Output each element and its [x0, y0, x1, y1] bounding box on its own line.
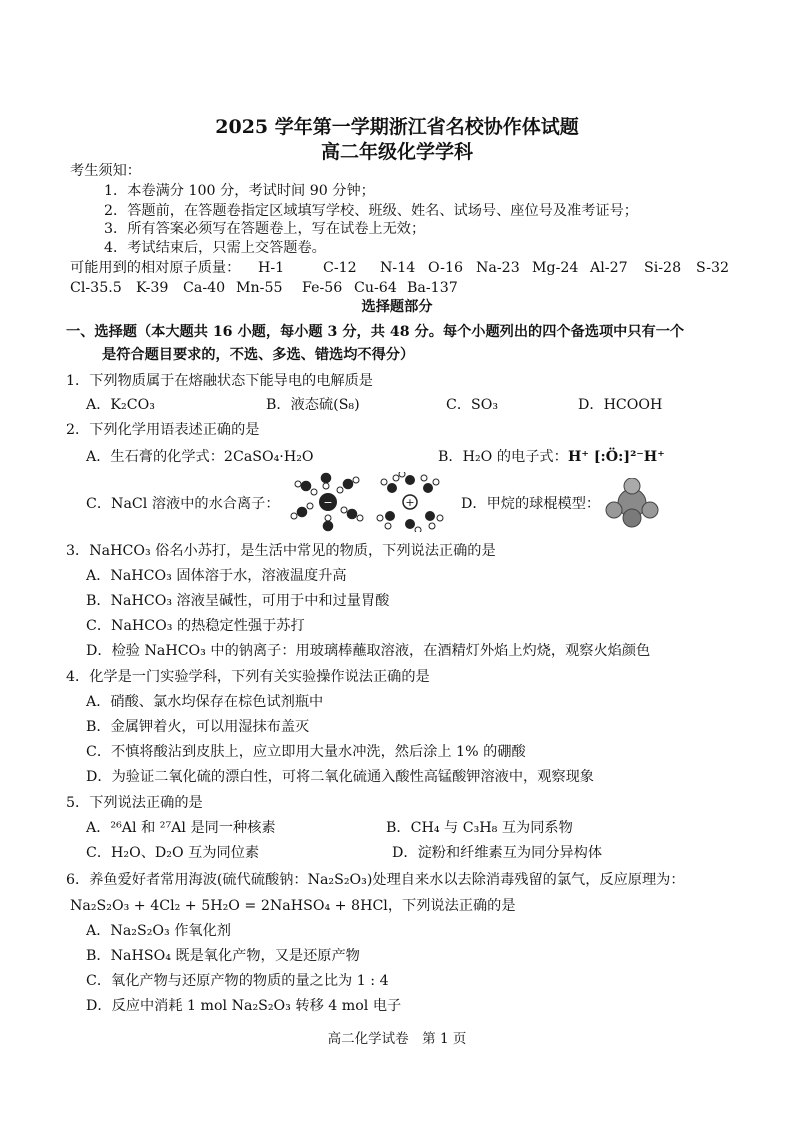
atomic-mass: Mg-24 [532, 260, 579, 276]
q3-option-d: D．检验 NaHCO₃ 中的钠离子：用玻璃棒蘸取溶液，在酒精灯外焰上灼烧，观察火焰颜色 [86, 643, 651, 659]
atomic-mass: K-39 [136, 280, 169, 296]
q1-option-d: D．HCOOH [578, 397, 663, 413]
q1-option-a: A．K₂CO₃ [86, 397, 155, 413]
q6-option-b: B．NaHSO₄ 既是氧化产物，又是还原产物 [86, 948, 360, 964]
section-title: 选择题部分 [361, 299, 433, 315]
atomic-mass: Ba-137 [407, 280, 458, 296]
question-2-stem: 2．下列化学用语表述正确的是 [66, 422, 260, 438]
q4-option-a: A．硝酸、氯水均保存在棕色试剂瓶中 [86, 694, 324, 710]
atomic-mass: Cu-64 [354, 280, 397, 296]
q6-option-d: D．反应中消耗 1 mol Na₂S₂O₃ 转移 4 mol 电子 [86, 998, 402, 1014]
question-6-stem: 6．养鱼爱好者常用海波(硫代硫酸钠：Na₂S₂O₃)处理自来水以去除消毒残留的氯气，反应原理为： [66, 872, 685, 888]
q5-option-d: D．淀粉和纤维素互为同分异构体 [392, 845, 603, 861]
atomic-mass: Mn-55 [236, 280, 283, 296]
q4-option-b: B．金属钾着火，可以用湿抹布盖灭 [86, 719, 310, 735]
atomic-mass-label: 可能用到的相对原子质量： [70, 260, 241, 276]
atomic-mass: Al-27 [590, 260, 628, 276]
section-intro: 一、选择题（本大题共 16 小题，每小题 3 分，共 48 分。每个小题列出的四个备选项中只有一个 [66, 324, 685, 340]
notice-item-3: 3．所有答案必须写在答题卷上，写在试卷上无效； [104, 221, 426, 237]
q1-option-c: C．SO₃ [446, 397, 499, 413]
q5-option-c: C．H₂O、D₂O 互为同位素 [86, 845, 260, 861]
notice-item-2: 2．答题前，在答题卷指定区域填写学校、班级、姓名、试场号、座位号及准考证号； [104, 203, 638, 219]
notice-item-1: 1．本卷满分 100 分，考试时间 90 分钟； [104, 183, 375, 199]
atomic-mass: Ca-40 [183, 280, 226, 296]
atomic-mass: C-12 [323, 260, 357, 276]
h2o-electron-formula: H⁺ [:Ö:]²⁻H⁺ [568, 449, 665, 465]
q2-option-c: C．NaCl 溶液中的水合离子： [86, 496, 280, 512]
notice-heading: 考生须知： [70, 163, 141, 179]
methane-model-icon [604, 478, 660, 528]
q2-option-d: D．甲烷的球棍模型： [461, 496, 601, 512]
question-3-stem: 3．NaHCO₃ 俗名小苏打，是生活中常见的物质，下列说法正确的是 [66, 543, 496, 559]
q3-option-a: A．NaHCO₃ 固体溶于水，溶液温度升高 [86, 568, 347, 584]
section-intro-cont: 是符合题目要求的，不选、多选、错选均不得分） [102, 347, 415, 363]
q3-option-c: C．NaHCO₃ 的热稳定性强于苏打 [86, 618, 305, 634]
atomic-mass: S-32 [696, 260, 730, 276]
q5-option-b: B．CH₄ 与 C₃H₈ 互为同系物 [386, 820, 573, 836]
notice-item-4: 4．考试结束后，只需上交答题卷。 [104, 240, 326, 256]
q5-option-a: A．²⁶Al 和 ²⁷Al 是同一种核素 [86, 820, 276, 836]
atomic-mass: Fe-56 [302, 280, 343, 296]
q6-option-a: A．Na₂S₂O₃ 作氧化剂 [86, 923, 231, 939]
question-5-stem: 5．下列说法正确的是 [66, 795, 203, 811]
q4-option-d: D．为验证二氧化硫的漂白性，可将二氧化硫通入酸性高锰酸钾溶液中，观察现象 [86, 769, 594, 785]
exam-title: 2025 学年第一学期浙江省名校协作体试题 [215, 116, 579, 138]
atomic-mass: Na-23 [476, 260, 520, 276]
exam-subtitle: 高二年级化学学科 [320, 141, 473, 163]
hydrated-sodium-ion-icon [372, 472, 448, 532]
hydrated-chloride-ion-icon [290, 472, 366, 532]
atomic-mass: Si-28 [644, 260, 682, 276]
ion-sign-plus: + [405, 496, 415, 509]
atomic-mass: Cl-35.5 [70, 280, 122, 296]
atomic-mass: O-16 [428, 260, 463, 276]
q1-option-b: B．液态硫(S₈) [266, 397, 360, 413]
q4-option-c: C．不慎将酸沾到皮肤上，应立即用大量水冲洗，然后涂上 1% 的硼酸 [86, 744, 526, 760]
q2-option-b: B．H₂O 的电子式： [438, 449, 568, 465]
page-footer: 高二化学试卷 第 1 页 [327, 1031, 467, 1047]
ion-sign-minus: − [323, 496, 333, 509]
q3-option-b: B．NaHCO₃ 溶液呈碱性，可用于中和过量胃酸 [86, 593, 390, 609]
atomic-mass: N-14 [380, 260, 416, 276]
question-6-equation: Na₂S₂O₃ + 4Cl₂ + 5H₂O = 2NaHSO₄ + 8HCl，下列说法正确的是 [70, 898, 516, 914]
q6-option-c: C．氧化产物与还原产物的物质的量之比为 1 : 4 [86, 973, 389, 989]
question-1-stem: 1．下列物质属于在熔融状态下能导电的电解质是 [66, 373, 373, 389]
q2-option-a: A．生石膏的化学式：2CaSO₄·H₂O [86, 449, 314, 465]
atomic-mass: H-1 [258, 260, 285, 276]
question-4-stem: 4．化学是一门实验学科，下列有关实验操作说法正确的是 [66, 669, 430, 685]
